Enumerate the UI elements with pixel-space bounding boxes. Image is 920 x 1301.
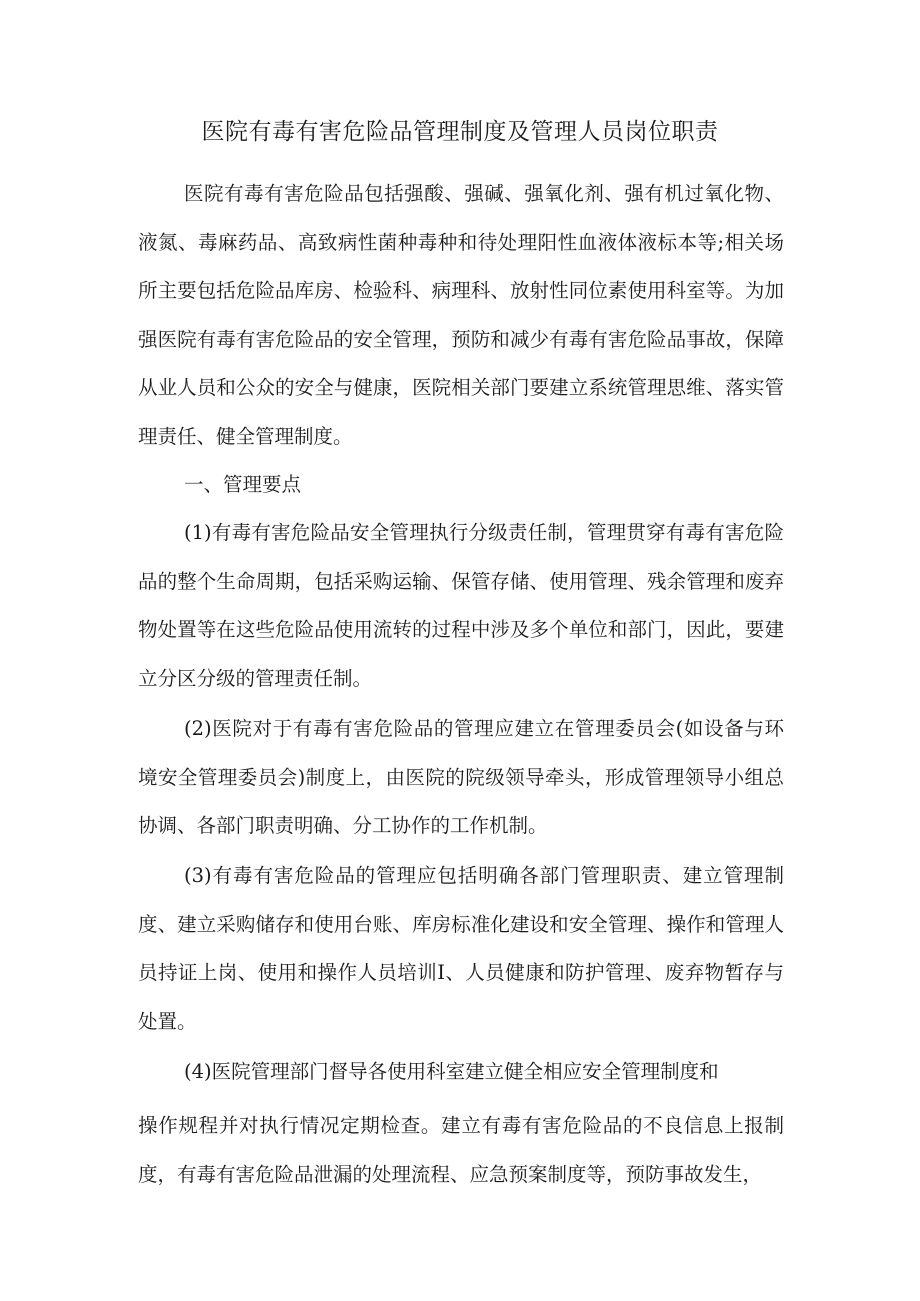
point-4-paragraph: (4)医院管理部门督导各使用科室建立健全相应安全管理制度和 bbox=[184, 1060, 719, 1083]
point-2-paragraph: (2)医院对于有毒有害危险品的管理应建立在管理委员会(如设备与环境安全管理委员会)制度上，由医院的院级领导牵头，形成管理领导小组总协调、各部门职责明确、分工协作的工作机制。 bbox=[138, 717, 784, 837]
intro-paragraph: 医院有毒有害危险品包括强酸、强碱、强氧化剂、强有机过氧化物、液氮、毒麻药品、高致病性菌种毒种和待处理阳性血液体液标本等;相关场所主要包括危险品库房、检验科、病理科、放射性同位素使用科室等。为加强医院有毒有害危险品的安全管理，预防和减少有毒有害危险品事故，保障从业人员和公众的安全与健康，医院相关部门要建立系统管理思维、落实管理责任、健全管理制度。 bbox=[138, 182, 784, 448]
point-3-paragraph: (3)有毒有害危险品的管理应包括明确各部门管理职责、建立管理制度、建立采购储存和使用台账、库房标准化建设和安全管理、操作和管理人员持证上岗、使用和操作人员培训I、人员健康和防护管理、废弃物暂存与处置。 bbox=[138, 864, 784, 1033]
document-title: 医院有毒有害危险品管理制度及管理人员岗位职责 bbox=[201, 119, 719, 145]
section-heading: 一、管理要点 bbox=[184, 473, 302, 496]
point-4-continuation: 操作规程并对执行情况定期检查。建立有毒有害危险品的不良信息上报制度，有毒有害危险品泄漏的处理流程、应急预案制度等，预防事故发生， bbox=[138, 1114, 784, 1186]
point-1-paragraph: (1)有毒有害危险品安全管理执行分级责任制，管理贯穿有毒有害危险品的整个生命周期，包括采购运输、保管存储、使用管理、残余管理和废弃物处置等在这些危险品使用流转的过程中涉及多个单位和部门，因此，要建立分区分级的管理责任制。 bbox=[138, 521, 784, 690]
